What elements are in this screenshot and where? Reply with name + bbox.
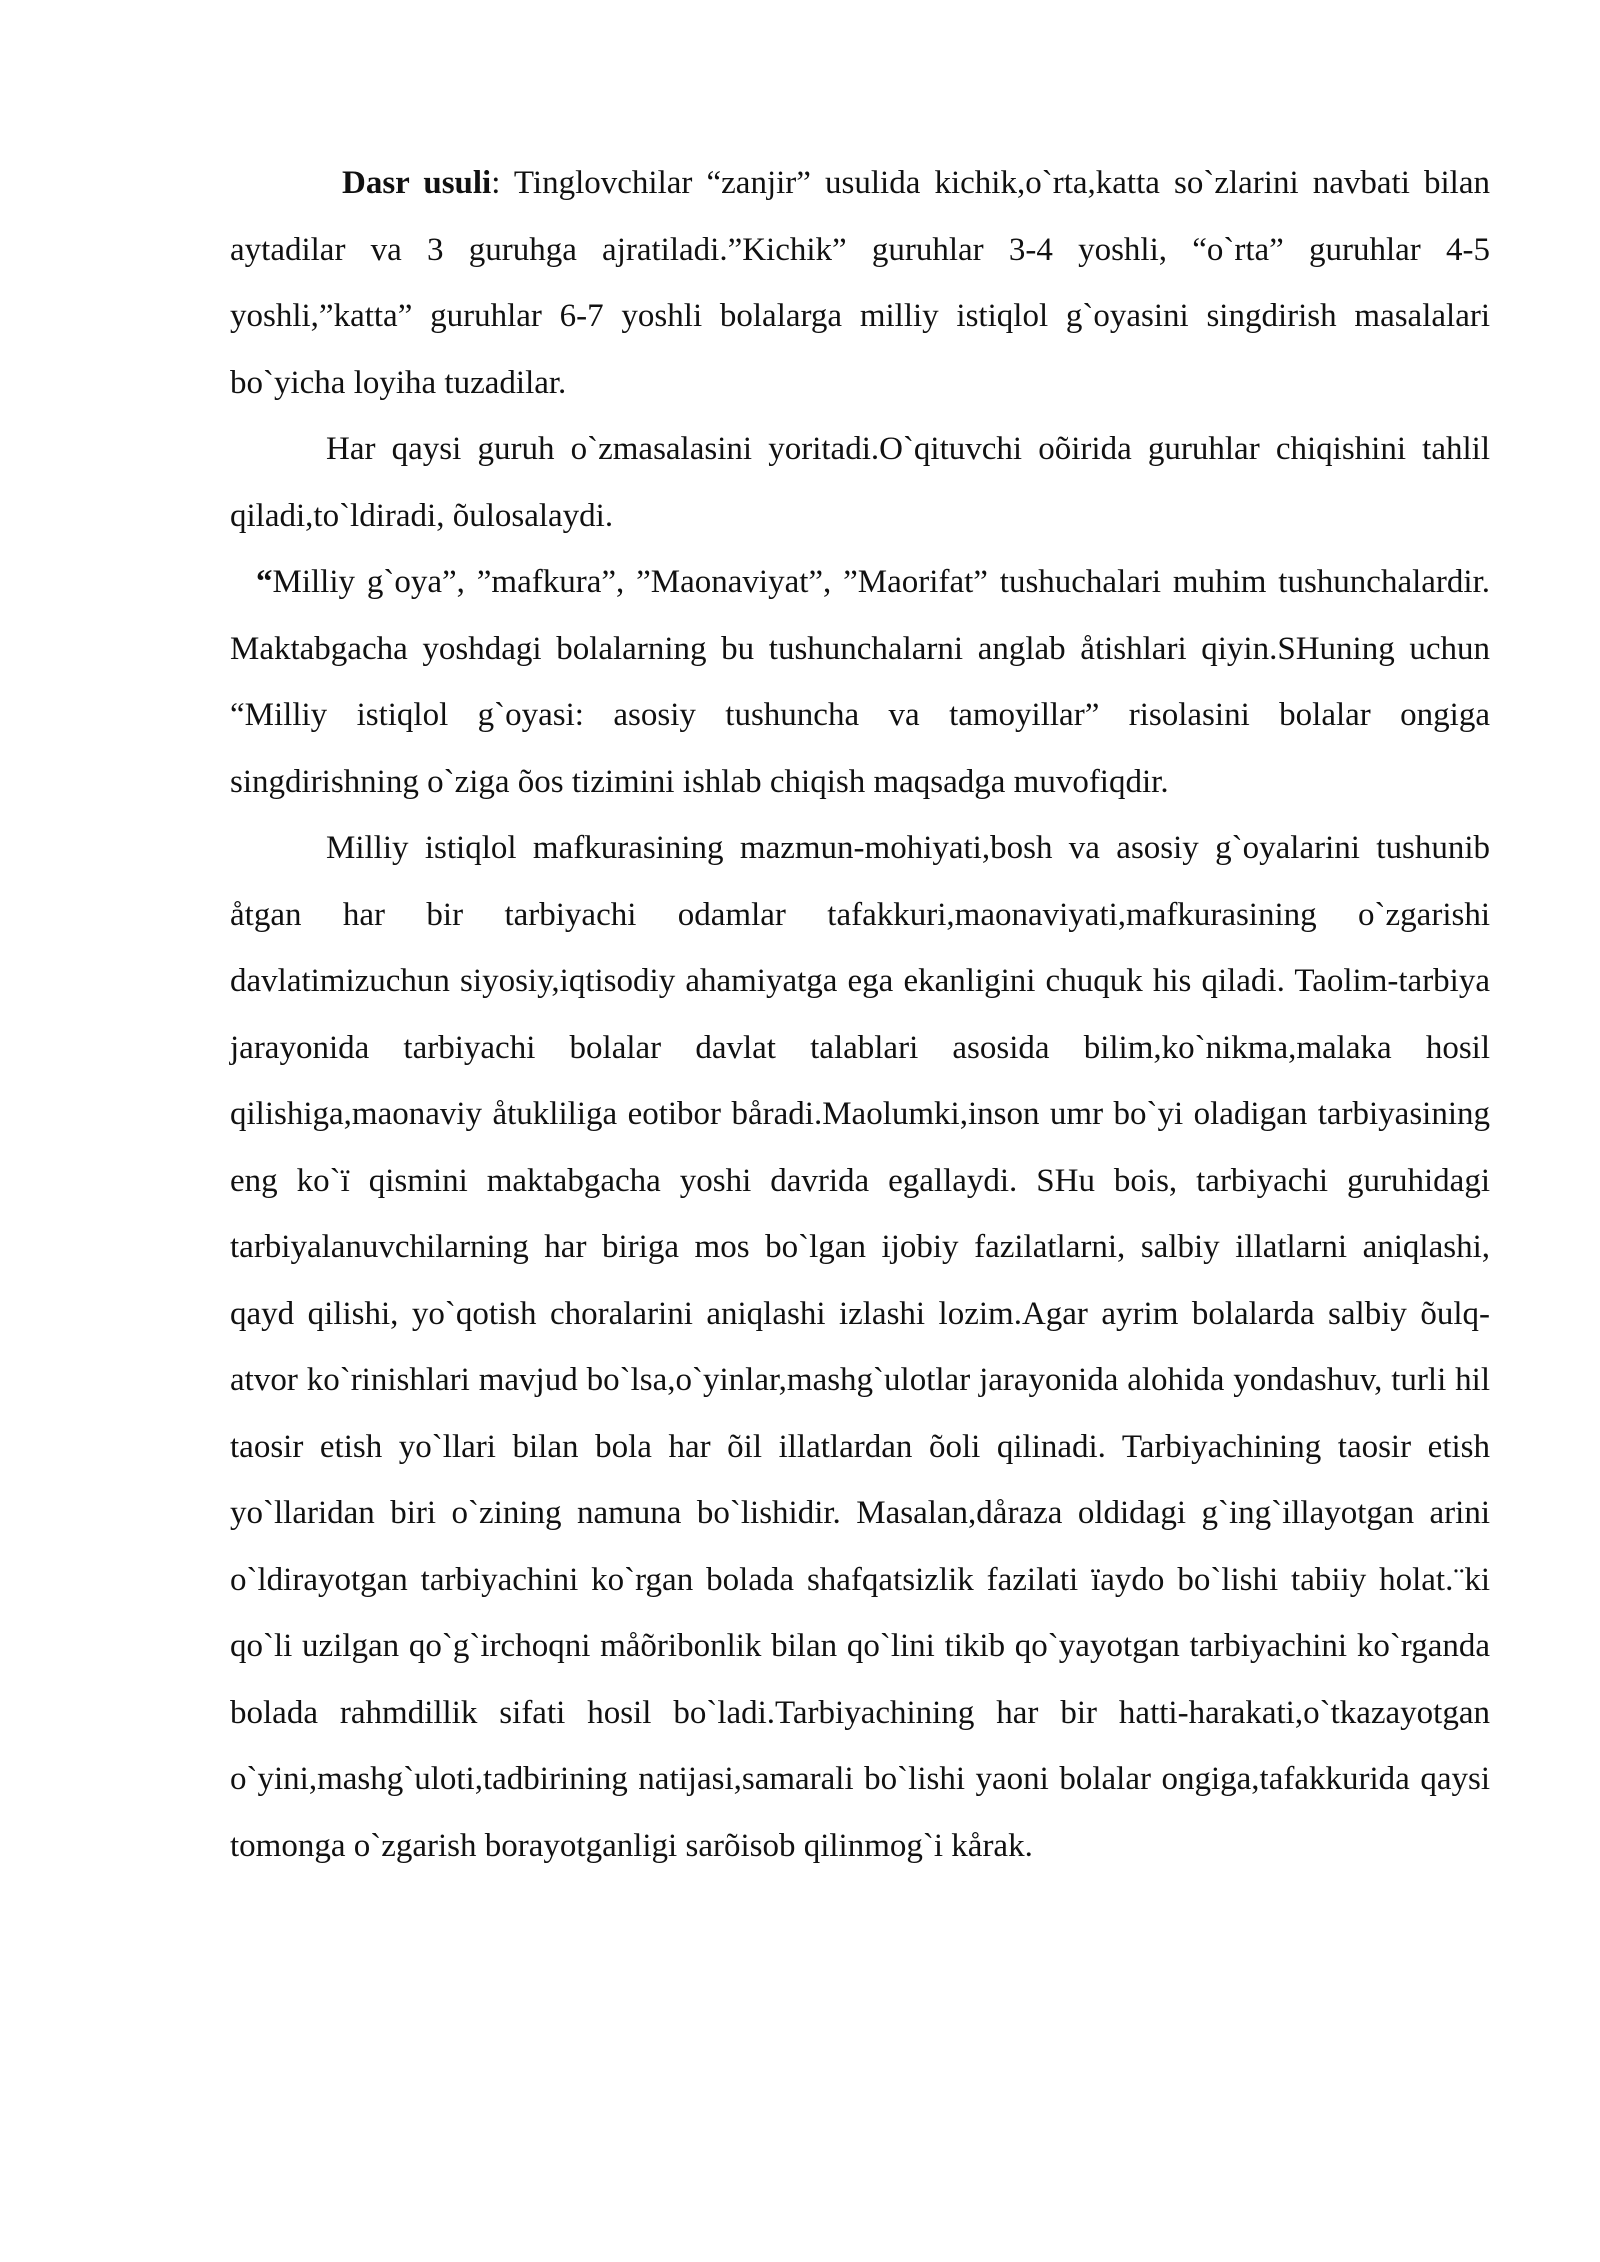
paragraph-ideology bbox=[230, 815, 1490, 1879]
document-page bbox=[230, 150, 1490, 1879]
method-heading: Dasr usuli bbox=[342, 165, 492, 201]
paragraph-concepts bbox=[230, 549, 1490, 815]
paragraph-method bbox=[230, 150, 1490, 416]
opening-quote-mark: “ bbox=[256, 564, 273, 600]
paragraph-groups bbox=[230, 416, 1490, 549]
paragraph-method-text: : Tinglovchilar “zanjir” usulida kichik,o`rta,katta so`zlarini navbati bilan aytadilar va 3 guruhga ajratiladi.”Kichik” guruhlar 3-4 yoshli, “o`rta” guruhlar 4-5 yoshli,”katta” guruhlar 6-7 yoshli bolalarga milliy istiqlol g`oyasini singdirish masalalari bo`yicha loyiha tuzadilar. bbox=[230, 165, 1490, 401]
paragraph-concepts-text: Milliy g`oya”, ”mafkura”, ”Maonaviyat”, ”Maorifat” tushuchalari muhim tushunchalardir. Maktabgacha yoshdagi bolalarning bu tushunchalarni anglab åtishlari qiyin.SHuning uchun “Milliy istiqlol g`oyasi: asosiy tushuncha va tamoyillar” risolasini bolalar ongiga singdirishning o`ziga õos tizimini ishlab chiqish maqsadga muvofiqdir. bbox=[230, 564, 1490, 800]
paragraph-ideology-text: Milliy istiqlol mafkurasining mazmun-mohiyati,bosh va asosiy g`oyalarini tushunib åtgan har bir tarbiyachi odamlar tafakkuri,maonaviyati,mafkurasining o`zgarishi davlatimizuchun siyosiy,iqtisodiy ahamiyatga ega ekanligini chuquk his qiladi. Taolim-tarbiya jarayonida tarbiyachi bolalar davlat talablari asosida bilim,ko`nikma,malaka hosil qilishiga,maonaviy åtukliliga eotibor båradi.Maolumki,inson umr bo`yi oladigan tarbiyasining eng ko`ï qismini maktabgacha yoshi davrida egallaydi. SHu bois, tarbiyachi guruhidagi tarbiyalanuvchilarning har biriga mos bo`lgan ijobiy fazilatlarni, salbiy illatlarni aniqlashi, qayd qilishi, yo`qotish choralarini aniqlashi izlashi lozim.Agar ayrim bolalarda salbiy õulq-atvor ko`rinishlari mavjud bo`lsa,o`yinlar,mashg`ulotlar jarayonida alohida yondashuv, turli hil taosir etish yo`llari bilan bola har õil illatlardan õoli qilinadi. Tarbiyachining taosir etish yo`llaridan biri o`zining namuna bo`lishidir. Masalan,dåraza oldidagi g`ing`illayotgan arini o`ldirayotgan tarbiyachini ko`rgan bolada shafqatsizlik fazilati ïaydo bo`lishi tabiiy holat.¨ki qo`li uzilgan qo`g`irchoqni måõribonlik bilan qo`lini tikib qo`yayotgan tarbiyachini ko`rganda bolada rahmdillik sifati hosil bo`ladi.Tarbiyachining har bir hatti-harakati,o`tkazayotgan o`yini,mashg`uloti,tadbirining natijasi,samarali bo`lishi yaoni bolalar ongiga,tafakkurida qaysi tomonga o`zgarish borayotganligi sarõisob qilinmog`i kårak. bbox=[230, 830, 1490, 1864]
paragraph-groups-text: Har qaysi guruh o`zmasalasini yoritadi.O`qituvchi oõirida guruhlar chiqishini tahlil qiladi,to`ldiradi, õulosalaydi. bbox=[230, 431, 1490, 534]
